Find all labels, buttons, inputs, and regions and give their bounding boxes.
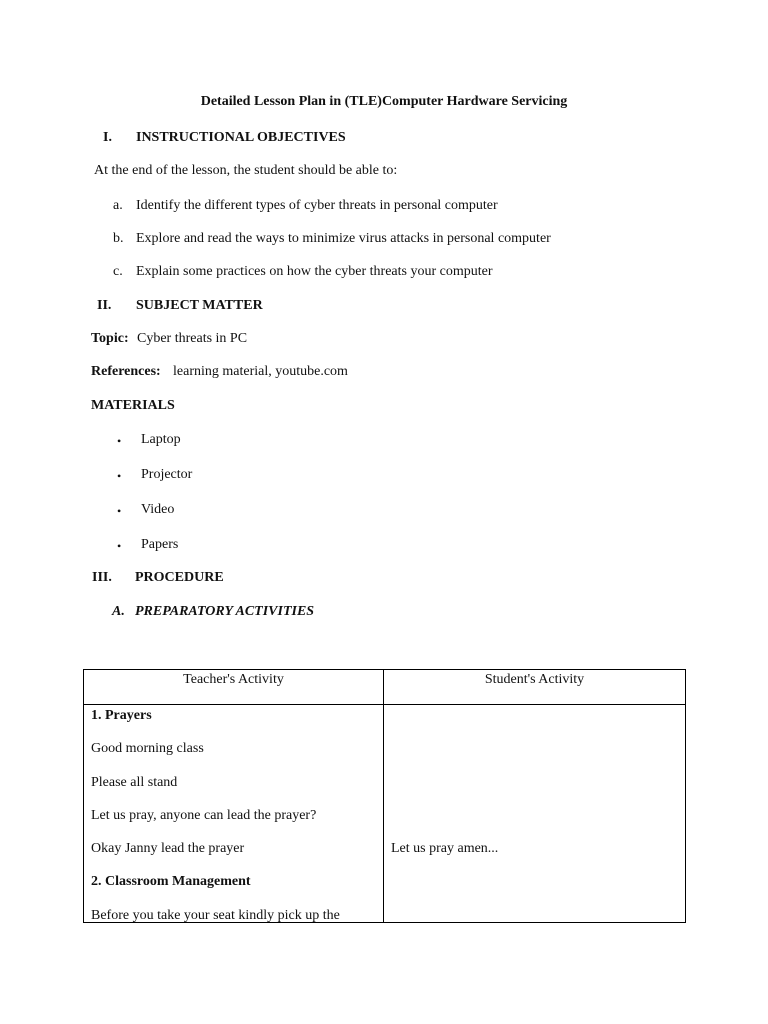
objective-c-letter: c. [113, 264, 123, 279]
teacher-line: Before you take your seat kindly pick up the [91, 908, 340, 923]
references-value: learning material, youtube.com [173, 364, 348, 379]
objective-c-text: Explain some practices on how the cyber threats your computer [136, 264, 493, 279]
objective-a-text: Identify the different types of cyber threats in personal computer [136, 198, 498, 213]
material-item: Projector [141, 467, 193, 482]
section-1-number: I. [103, 130, 112, 145]
teacher-line: Good morning class [91, 741, 204, 756]
student-activity-cell [384, 705, 686, 923]
subsection-a-letter: A. [112, 604, 125, 619]
material-item: Video [141, 502, 175, 517]
bullet-icon: • [117, 539, 122, 553]
teacher-line: Let us pray, anyone can lead the prayer? [91, 808, 317, 823]
bullet-icon: • [117, 434, 122, 448]
teacher-line: Please all stand [91, 775, 178, 790]
table-row [84, 705, 686, 923]
teacher-line: Okay Janny lead the prayer [91, 841, 245, 856]
teacher-line-classroom-management-heading: 2. Classroom Management [91, 874, 251, 889]
teacher-activity-cell [84, 705, 384, 923]
subsection-a-heading: PREPARATORY ACTIVITIES [135, 604, 315, 619]
references-label: References: [91, 364, 161, 379]
section-2-heading: SUBJECT MATTER [136, 298, 263, 313]
table-header-row [84, 670, 686, 705]
material-item: Papers [141, 537, 179, 552]
objective-a-letter: a. [113, 198, 123, 213]
document-title: Detailed Lesson Plan in (TLE)Computer Hardware Servicing [200, 94, 568, 109]
section-2-number: II. [97, 298, 112, 313]
bullet-icon: • [117, 504, 122, 518]
material-item: Laptop [141, 432, 181, 447]
objectives-intro: At the end of the lesson, the student should be able to: [94, 163, 398, 178]
student-line: Let us pray amen... [391, 841, 499, 856]
section-3-heading: PROCEDURE [135, 570, 224, 585]
teacher-activity-header: Teacher's Activity [84, 670, 384, 705]
objective-b-text: Explore and read the ways to minimize virus attacks in personal computer [136, 231, 551, 246]
section-3-number: III. [92, 570, 112, 585]
topic-value: Cyber threats in PC [137, 331, 248, 346]
objective-b-letter: b. [113, 231, 124, 246]
section-1-heading: INSTRUCTIONAL OBJECTIVES [136, 130, 346, 145]
teacher-line-prayers-heading: 1. Prayers [91, 708, 152, 723]
topic-label: Topic: [91, 331, 129, 346]
student-activity-header: Student's Activity [384, 670, 686, 705]
materials-heading: MATERIALS [91, 398, 175, 413]
bullet-icon: • [117, 469, 122, 483]
activity-table [83, 669, 686, 923]
